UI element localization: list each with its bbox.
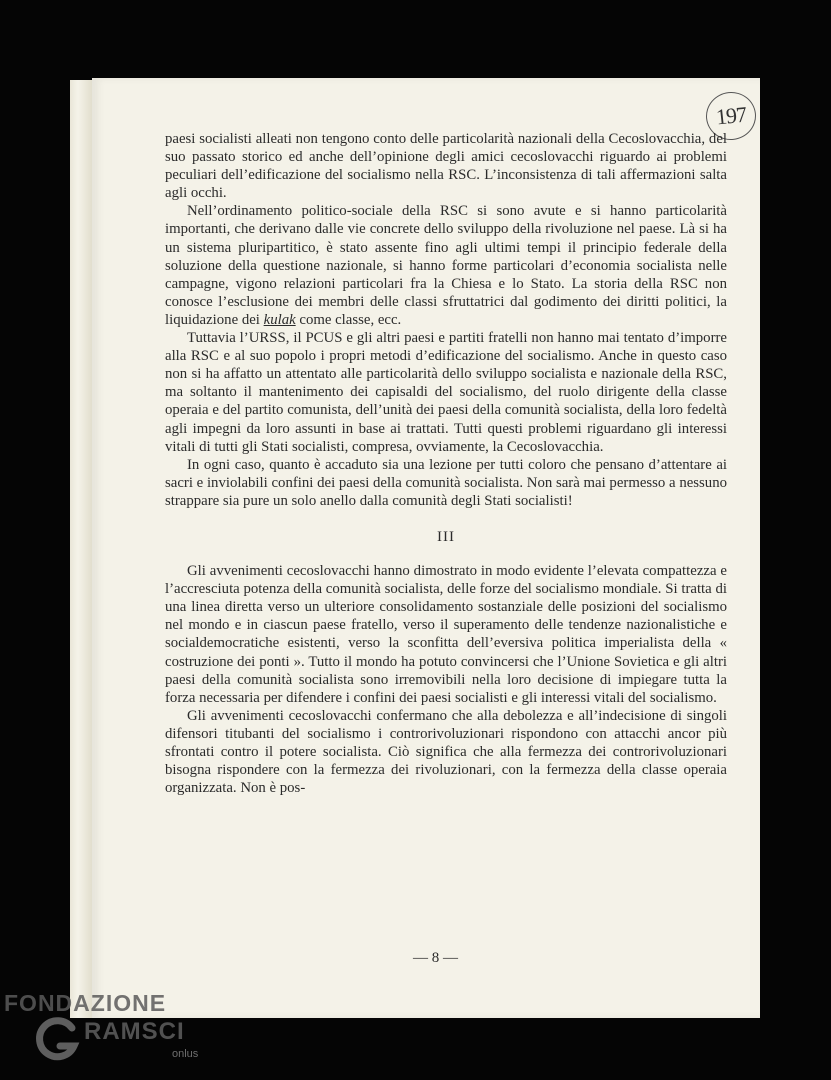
paragraph: In ogni caso, quanto è accaduto sia una lezione per tutti coloro che pensano d’attentare ai sacri e inviolabili confini dei paesi della comunità socialista. Non sarà mai permesso a nessuno strappare sia pure un solo anello dalla comunità degli Stati socialisti!: [165, 456, 727, 509]
paragraph: [165, 202, 727, 329]
paragraph: Gli avvenimenti cecoslovacchi confermano che alla debolezza e all’indecisione di singoli difensori titubanti del socialismo i controrivoluzionari rispondono con attacchi ancor più sfrontati contro il potere socialista. Ciò significa che alla fermezza dei controrivoluzionari bisogna rispondere con la fermezza dei rivoluzionari, con la fermezza della classe operaia organizzata. Non è pos-: [165, 707, 727, 797]
paragraph: Tuttavia l’URSS, il PCUS e gli altri paesi e partiti fratelli non hanno mai tentato d’imporre alla RSC e al suo popolo i propri metodi d’edificazione del socialismo. Anche in questo caso non si ha affatto un attentato alle particolarità dello sviluppo socialista e nazionale della RSC, ma soltanto il mantenimento dei capisaldi del socialismo, del ruolo dirigente della classe operaia e del partito comunista, dell’unità dei paesi della comunità socialista, della loro fedeltà agli impegni da loro assunti in base ai trattati. Tutti questi problemi riguardano gli interessi vitali di tutti gli Stati socialisti, compresa, ovviamente, la Cecoslovacchia.: [165, 330, 727, 455]
fondazione-gramsci-watermark: [4, 990, 214, 1075]
paragraph: paesi socialisti alleati non tengono conto delle particolarità nazionali della Cecoslovacchia, del suo passato storico ed anche dell’opinione degli amici cecoslovacchi riguardo ai problemi peculiari dell’edificazione del socialismo nella RSC. L’inconsistenza di tali affermazioni salta agli occhi.: [165, 131, 727, 202]
gramsci-g-logo-icon: [34, 1014, 80, 1064]
archive-number-stamp: 197: [704, 90, 759, 143]
body-text: [165, 130, 727, 797]
paragraph: Gli avvenimenti cecoslovacchi hanno dimostrato in modo evidente l’elevata compattezza e l’accresciuta potenza della comunità socialista, delle forze del socialismo mondiale. Si tratta di una linea diretta verso un ulteriore consolidamento sostanziale delle posizioni del socialismo nel mondo e in ciascun paese fratello, verso il superamento delle tendenze nazionalistiche e socialdemocratiche esistenti, verso la sconfitta dell’eversiva politica imperialista della « costruzione dei ponti ». Tutto il mondo ha potuto convincersi che l’Unione Sovietica e gli altri paesi della comunità socialista sono irremovibili nella loro decisione di impiegare tutta la forza necessaria per difendere i confini dei paesi socialisti e gli interessi vitali del socialismo.: [165, 563, 727, 706]
watermark-line2: RAMSCI: [84, 1018, 185, 1045]
paragraph-text: Nell’ordinamento politico-sociale della RSC si sono avute e si hanno particolarità importanti, che derivano dalle vie concrete dello sviluppo della rivoluzione nel paese. Là si ha un sistema pluripartitico, è stato assente fino agli ultimi tempi il principio federale della soluzione della questione nazionale, si hanno forme particolari d’economia socialista nelle campagne, vigono relazioni particolari fra la Chiesa e lo Stato. La storia della RSC non conosce l’esclusione dei membri delle classi sfruttatrici dal godimento dei diritti politici, la liquidazione dei: [165, 203, 727, 328]
watermark-tag: onlus: [172, 1048, 199, 1060]
kulak-term: kulak: [263, 311, 296, 328]
section-heading: III: [437, 528, 455, 545]
paragraph-tail: come classe, ecc.: [295, 311, 402, 328]
page-number: — 8 —: [413, 950, 458, 966]
watermark-line1: FONDAZIONE: [4, 990, 167, 1016]
